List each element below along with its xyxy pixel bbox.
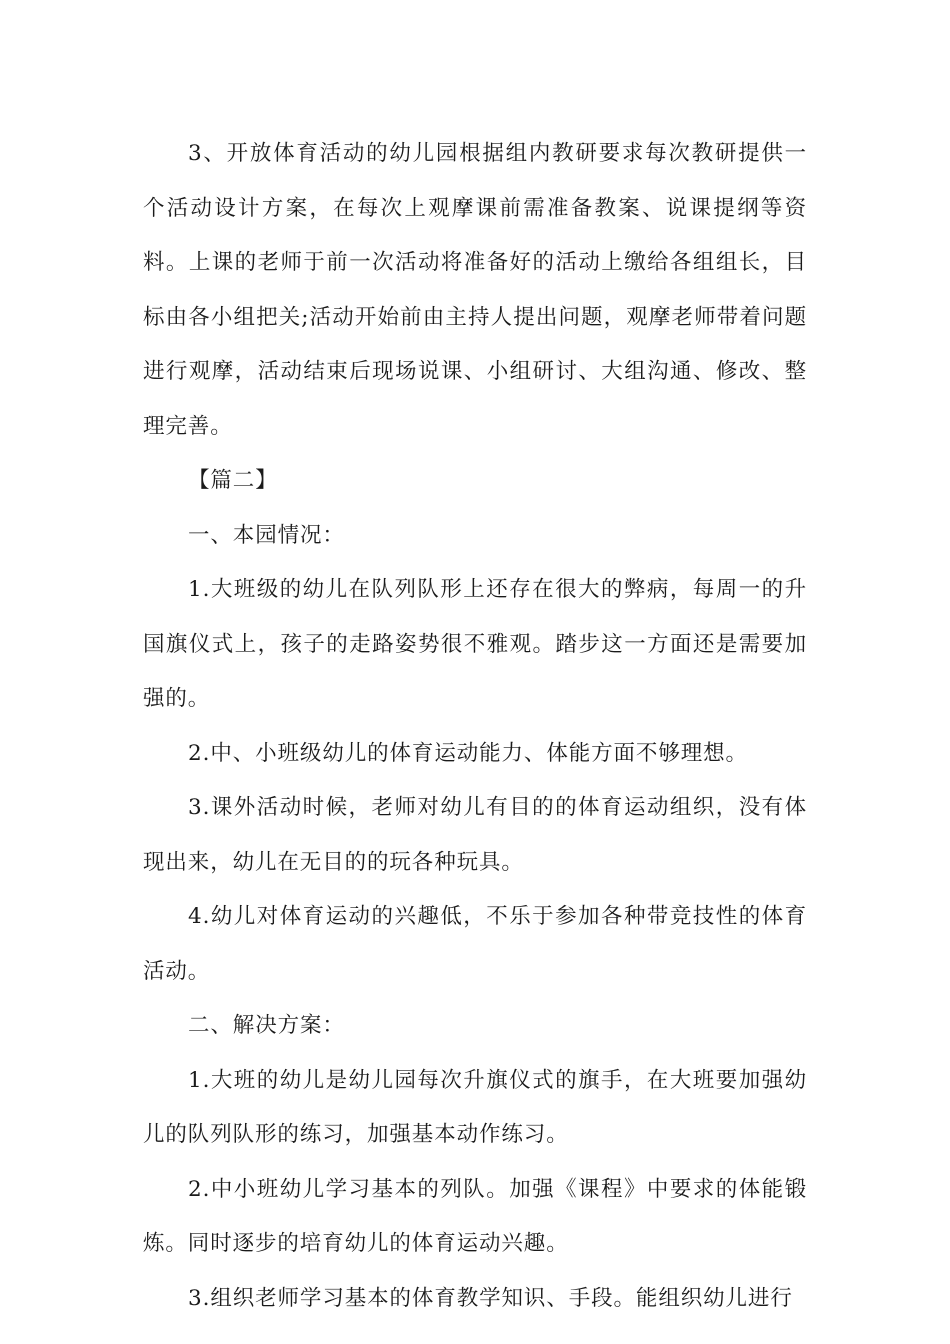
paragraph-activity-plan: 3、开放体育活动的幼儿园根据组内教研要求每次教研提供一个活动设计方案，在每次上观摩课前需准备教案、说课提纲等资料。上课的老师于前一次活动将准备好的活动上缴给各组组长，目标由各小组把关;活动开始前由主持人提出问题，观摩老师带着问题进行观摩，活动结束后现场说课、小组研讨、大组沟通、修改、整理完善。: [143, 141, 807, 439]
solution-item-1: 1.大班的幼儿是幼儿园每次升旗仪式的旗手，在大班要加强幼儿的队列队形的练习，加强基本动作练习。: [143, 1067, 807, 1147]
section-heading-part-two: 【篇二】: [188, 468, 278, 493]
situation-item-1: 1.大班级的幼儿在队列队形上还存在很大的弊病，每周一的升国旗仪式上，孩子的走路姿势很不雅观。踏步这一方面还是需要加强的。: [143, 577, 807, 711]
situation-item-4: 4.幼儿对体育运动的兴趣低，不乐于参加各种带竞技性的体育活动。: [143, 904, 807, 984]
situation-item-3: 3.课外活动时候，老师对幼儿有目的的体育运动组织，没有体现出来，幼儿在无目的的玩各种玩具。: [143, 795, 807, 875]
situation-item-2: 2.中、小班级幼儿的体育运动能力、体能方面不够理想。: [188, 740, 748, 766]
heading-kindergarten-situation: 一、本园情况：: [188, 522, 345, 548]
solution-item-2: 2.中小班幼儿学习基本的列队。加强《课程》中要求的体能锻炼。同时逐步的培育幼儿的体育运动兴趣。: [143, 1176, 807, 1256]
solution-item-3: 3.组织老师学习基本的体育教学知识、手段。能组织幼儿进行: [188, 1285, 793, 1311]
document-body: [143, 127, 807, 1326]
heading-solutions: 二、解决方案：: [188, 1013, 345, 1038]
